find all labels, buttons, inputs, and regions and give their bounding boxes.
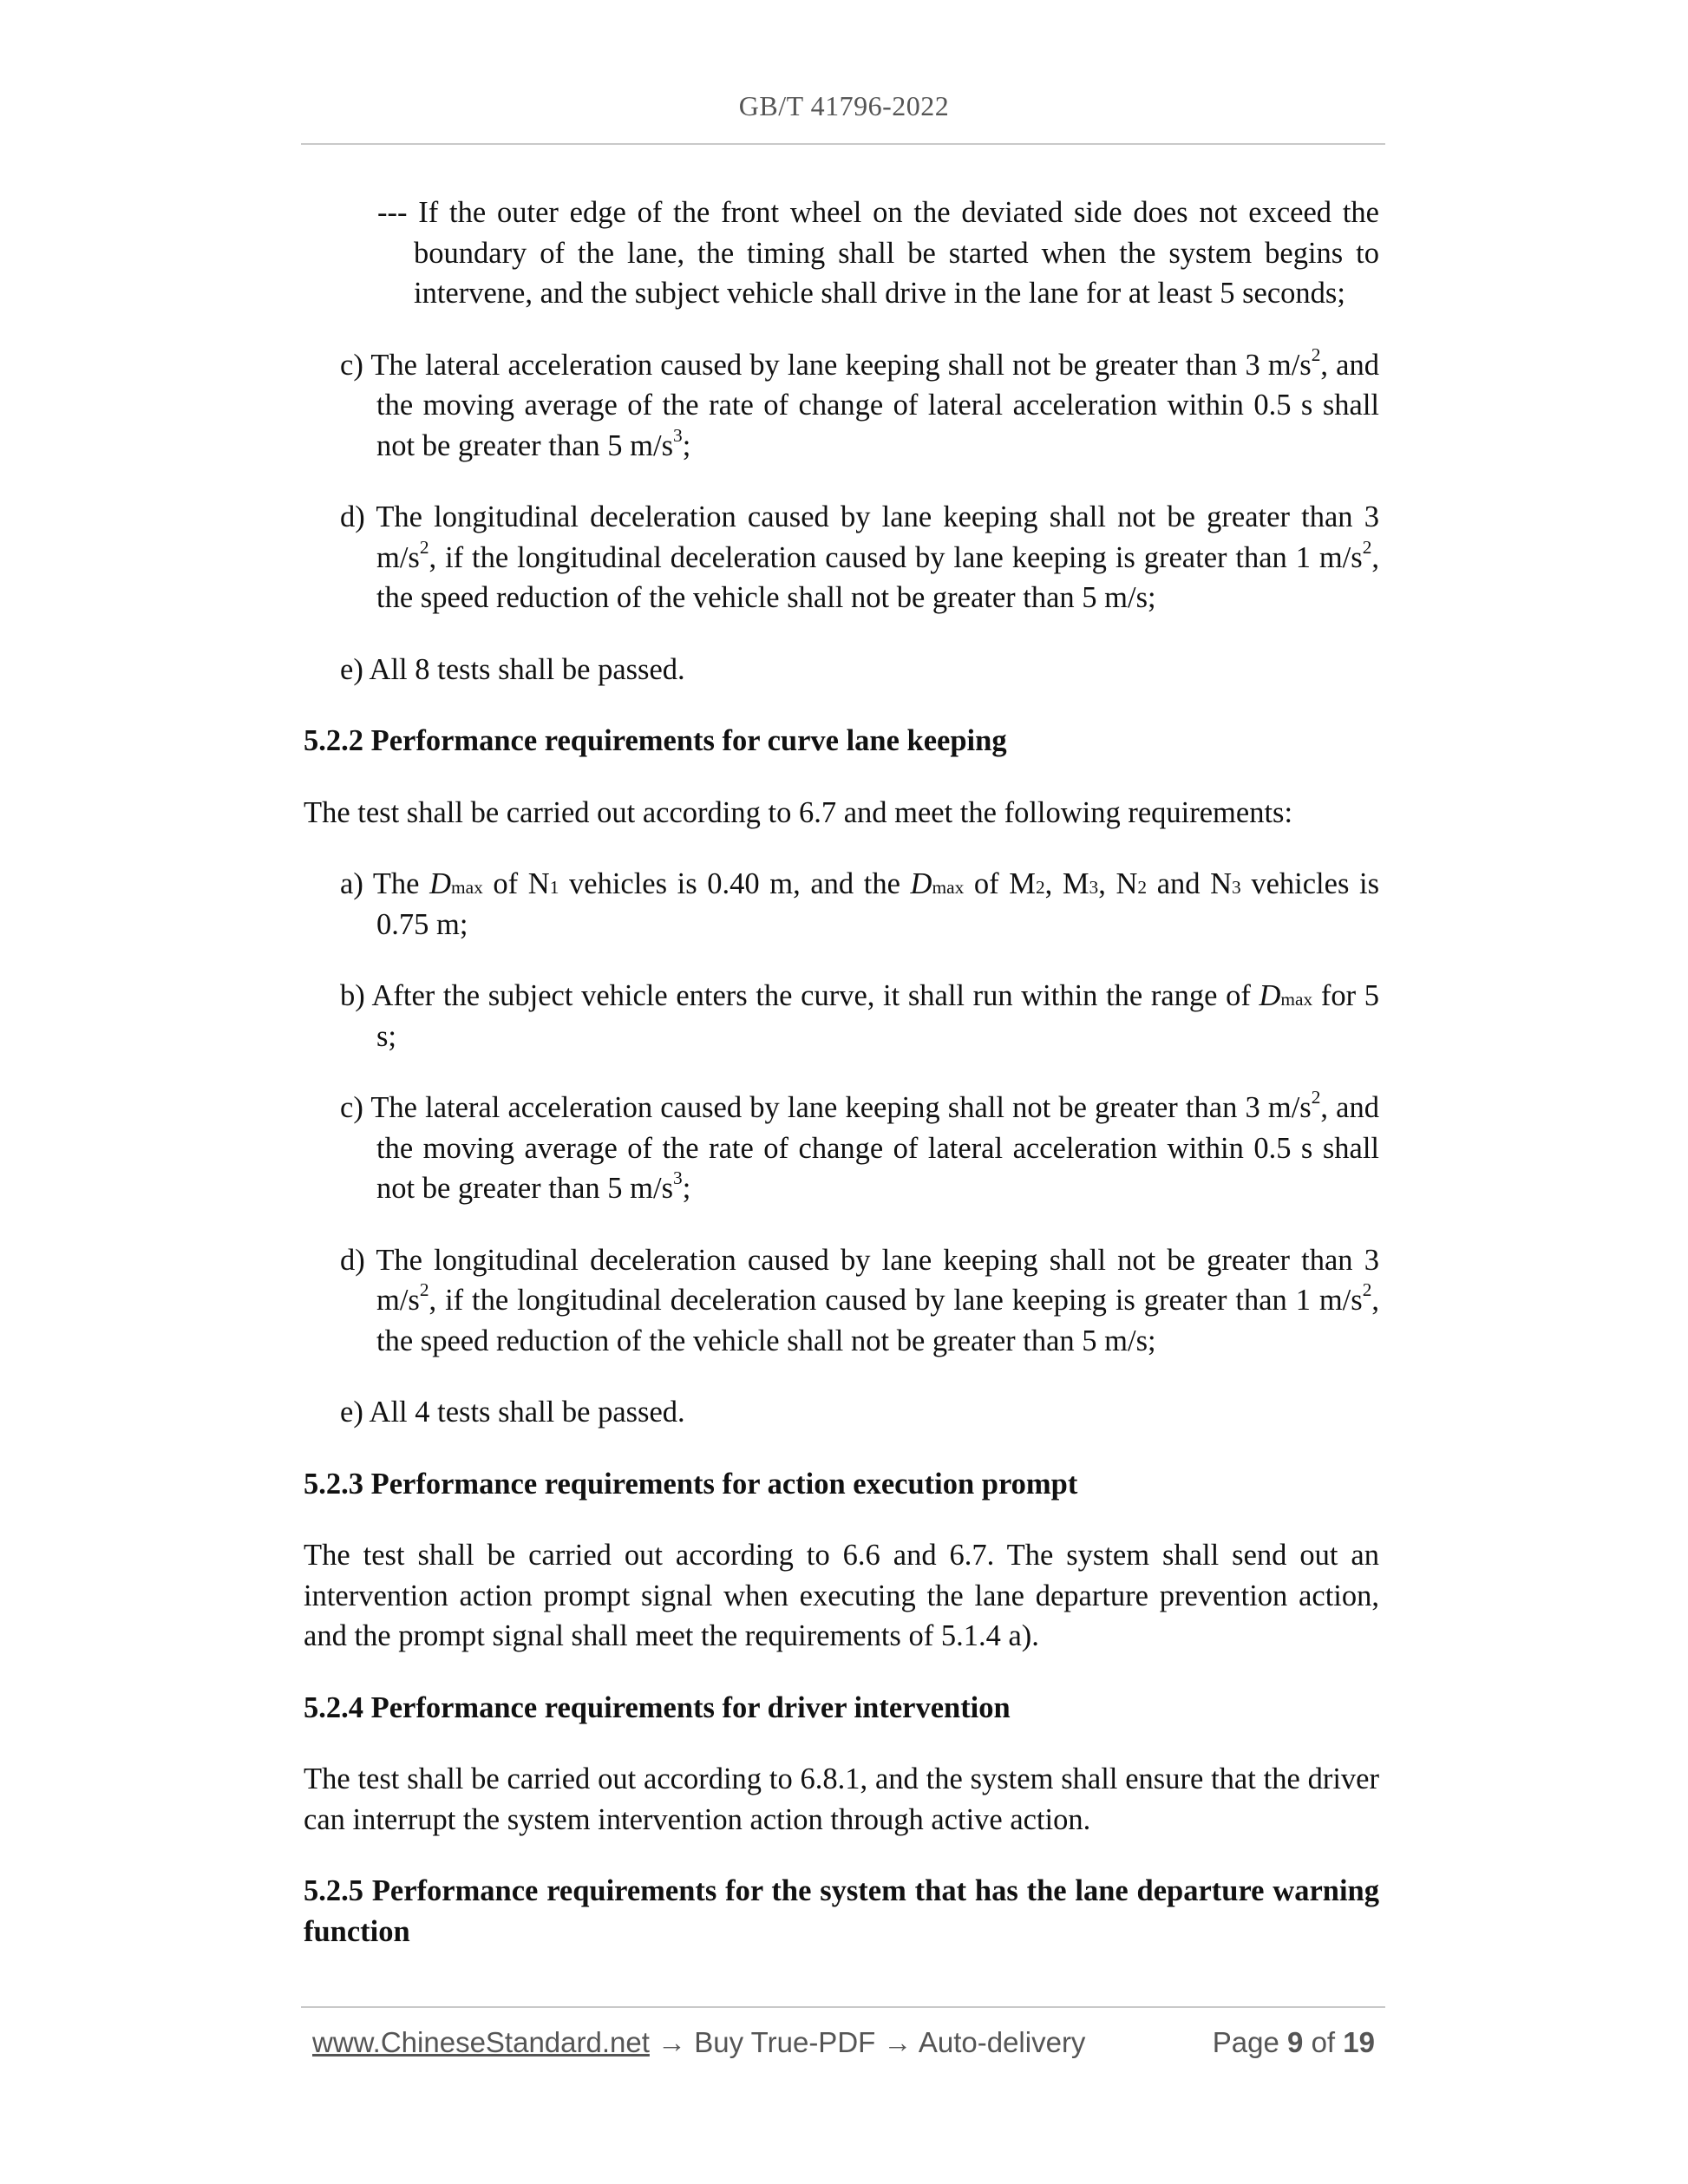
paragraph-5-2-3: The test shall be carried out according to 6.6 and 6.7. The system shall send out an intervention action prompt signal when executing the lane departure prevention action, and the prompt signal shall meet the requirements of 5.1.4 a). xyxy=(304,1539,1379,1652)
list-item-c-straight: c) The lateral acceleration caused by lane keeping shall not be greater than 3 $m/s^2$, and the moving average of the rate of change of lateral acceleration within 0.5 s shall not be greater than 5 $m/s^3$; xyxy=(340,343,1379,462)
arrow-right-icon: → xyxy=(649,2026,695,2058)
section-heading-5-2-4: 5.2.4 Performance requirements for driver intervention xyxy=(304,1690,1011,1724)
auto-delivery-text: Auto-delivery xyxy=(918,2026,1086,2058)
paragraph-5-2-2: The test shall be carried out according to 6.7 and meet the following requirements: xyxy=(304,795,1293,829)
section-heading-5-2-3: 5.2.3 Performance requirements for action execution prompt xyxy=(304,1467,1078,1501)
list-item-dash: --- If the outer edge of the front wheel on the deviated side does not exceed the boundary of the lane, the timing shall be started when the system begins to intervene, and the subject vehicle shall drive in the lane for at least 5 seconds; xyxy=(377,196,1379,310)
document-body xyxy=(304,193,1379,1983)
list-item-e-straight: e) All 8 tests shall be passed. xyxy=(340,652,685,686)
list-item-c-curve: c) The lateral acceleration caused by lane keeping shall not be greater than 3 $m/s^2$, and the moving average of the rate of change of lateral acceleration within 0.5 s shall not be greater than 5 $m/s^3$; xyxy=(340,1087,1379,1205)
footer-divider xyxy=(301,2006,1385,2008)
list-item-b-curve: b) After the subject vehicle enters the curve, it shall run within the range of Dmax for 5 s; xyxy=(340,979,1379,1053)
header-divider xyxy=(301,143,1385,145)
list-item-a-curve: a) The Dmax of N1 vehicles is 0.40 m, and the Dmax of M2, M3, N2 and N3 vehicles is 0.75 m; xyxy=(340,867,1380,941)
document-header-title: GB/T 41796-2022 xyxy=(738,90,950,121)
list-item-d-straight: d) The longitudinal deceleration caused by lane keeping shall not be greater than 3 $m/s^2$, if the longitudinal deceleration caused by lane keeping is greater than 1 $m/s^2$, the speed reduction of the vehicle shall not be greater than 5 m/s; xyxy=(340,500,1379,614)
page-number: 9 xyxy=(1287,2026,1304,2058)
footer-left xyxy=(312,2026,1085,2059)
website-link[interactable]: www.ChineseStandard.net xyxy=(312,2026,650,2058)
list-item-e-curve: e) All 4 tests shall be passed. xyxy=(340,1396,685,1429)
page-total: 19 xyxy=(1343,2026,1375,2058)
paragraph-5-2-4: The test shall be carried out according to 6.8.1, and the system shall ensure that the driver can interrupt the system intervention action through active action. xyxy=(304,1762,1379,1836)
section-heading-5-2-2: 5.2.2 Performance requirements for curve lane keeping xyxy=(304,724,1007,757)
page-indicator: Page 9 of 19 xyxy=(1212,2026,1375,2058)
list-item-d-curve: d) The longitudinal deceleration caused by lane keeping shall not be greater than 3 $m/s^2$, if the longitudinal deceleration caused by lane keeping is greater than 1 $m/s^2$, the speed reduction of the vehicle shall not be greater than 5 m/s; xyxy=(340,1243,1379,1357)
section-heading-5-2-5: 5.2.5 Performance requirements for the system that has the lane departure warning function xyxy=(304,1874,1379,1948)
arrow-right-icon: → xyxy=(875,2026,919,2058)
buy-true-pdf-text: Buy True-PDF xyxy=(694,2026,876,2058)
